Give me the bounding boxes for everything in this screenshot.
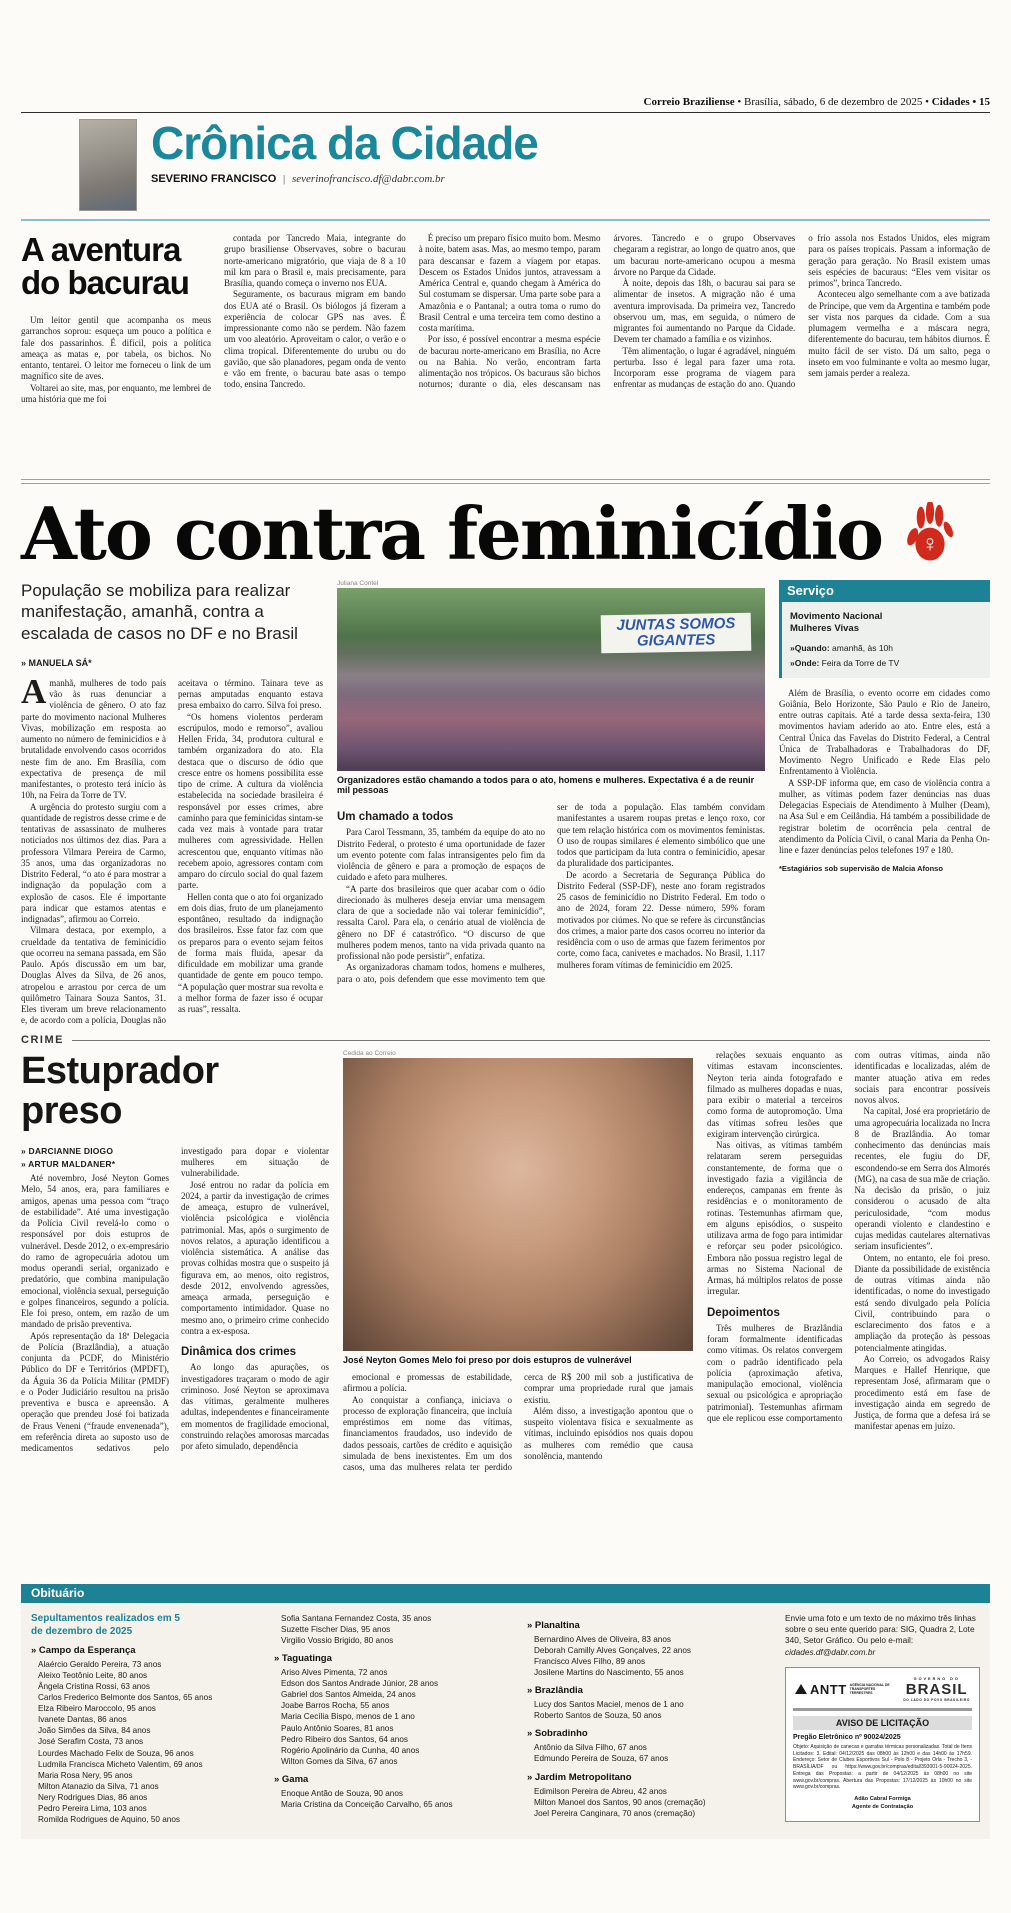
- ad-signer-name: Adão Cabral Formiga: [854, 1796, 911, 1802]
- ad-title: AVISO DE LICITAÇÃO: [793, 1716, 972, 1730]
- obituary-entry: Edmundo Pereira de Souza, 67 anos: [534, 1754, 669, 1764]
- licitacao-ad: [785, 1667, 980, 1822]
- obituary-entry: Ariso Alves Pimenta, 72 anos: [281, 1668, 388, 1678]
- paragraph: José entrou no radar da polícia em 2024, a partir da investigação de crimes de ameaça, estupro de vulnerável, violência psicológica e violência patrimonial. Mas, após o surgimento de novos relatos, a apuração identificou a violência sistemática. A análise das provas colhidas mostra que o suspeito já figurava em, ao menos, oito registros, desde 2012, envolvendo agressões, ameaça armada, perseguição e comportamento intimidador. Quase no mesmo ano, o primeiro crime conhecido contra a ex-esposa.: [181, 1179, 329, 1336]
- feminicidio-left-column: [21, 580, 323, 1028]
- bacurau-first-column: [21, 233, 211, 465]
- obituary-entry: Joel Pereira Canginara, 70 anos (cremação): [534, 1808, 696, 1818]
- obituary-entry: Sofia Santana Fernandez Costa, 35 anos: [281, 1614, 432, 1623]
- paragraph: Hellen conta que o ato foi organizado em dois dias, fruto de um planejamento espontâneo, resultado da indignação dos brasileiros. Esse fator faz com que os preparos para o evento sejam feitos de forma mais fluida, apesar da dificuldade em mobilizar uma grande quantidade de gente em pouco tempo. “A população quer mostrar sua revolta e a melhor forma de fazer isso é ocupar as ruas”, ressalta.: [178, 891, 323, 1014]
- obituary-entry: Ludmila Francisca Micheto Valentim, 69 anos: [38, 1759, 203, 1769]
- feminicidio-body-text: [337, 802, 765, 985]
- paragraph: Seguramente, os bacuraus migram em bando dos EUA até o Brasil. Os biólogos já fizeram a experiência de colocar GPS nas aves. É impressionante como não se perdem. Não fazem um voo aleatório. Aproveitam o calor, o verão e o clima tropical. Diferentemente do urubu ou do gavião, que são planadores, pegam onda de vento e vão em frente, o bacurau bate asas o tempo todo, ensina Tancredo.: [224, 289, 406, 390]
- servico-title: Serviço: [779, 580, 990, 602]
- obituary-section-header: » Planaltina: [527, 1620, 580, 1631]
- paragraph: Nas oitivas, as vítimas também relataram serem perseguidas constantemente, de forma que o investigado fazia a vigilância de endereços, campanas em frente às residências e o monitoramento de rotinas. Testemunhas afirmam que, em alguns episódios, o suspeito utilizava arma de fogo para intimidar e reforçar seu poder psicológico. Embora não possua registro legal de armas no Sistema Nacional de Armas, há múltiplos relatos de posse irregular.: [707, 1140, 843, 1297]
- crime-photo-column: [343, 1050, 693, 1570]
- brasil-wordmark: BRASIL: [905, 1680, 968, 1698]
- standfirst: População se mobiliza para realizar manifestação, amanhã, contra a escalada de casos no DF e no Brasil: [21, 581, 298, 643]
- obituary-notice-text: Envie uma foto e um texto de no máximo três linhas sobre o seu ente querido para: SIG, Quadra 2, Lote 340, Setor Gráfico. Ou pelo e-mail:: [785, 1613, 976, 1646]
- paragraph: “Os homens violentos perderam escrúpulos, modo e remorso”, avaliou Hellen Frida, 34, produtora cultural e também organizadora do ato. Ela destaca que o discurso de ódio que cresce entre os homens possibilita esse tipo de crime. A cultura da violência estabelecida na sociedade brasileira é responsável por esses crimes, abre caminho para que feminicidas sintam-se cada vez mais à vontade para tratar mulheres com agressividade. Hellen acrescentou que, enquanto vítimas não recebem apoio, agressores contam com amparo do círculo social do qual fazem parte.: [178, 711, 323, 891]
- obituary-column-1: [31, 1613, 261, 1825]
- bacurau-headline: A aventura do bacurau: [21, 231, 189, 301]
- obituary-entry: Milton Manoel dos Santos, 90 anos (cremação): [534, 1797, 706, 1807]
- feminicidio-byline: » MANUELA SÁ*: [21, 657, 92, 668]
- obituary-notice-email: cidades.df@dabr.com.br: [785, 1646, 876, 1657]
- red-hand-icon: [902, 502, 958, 566]
- servico-when-label: »Quando:: [790, 642, 830, 653]
- paragraph: Voltarei ao site, mas, por enquanto, me lembrei de uma história que me foi: [21, 382, 211, 404]
- ad-logos-row: [793, 1675, 972, 1706]
- obituary-entry: Maria Cecília Bispo, menos de 1 ano: [281, 1712, 415, 1722]
- feminicidio-right-column: [779, 580, 990, 1028]
- antt-logo: [795, 1682, 890, 1697]
- paragraph: Ao Correio, os advogados Raisy Marques e Hallef Henrique, que representam José, afirmaram que o procedimento está em fase de investigação ainda em segredo de Justiça, de forma que a defesa irá se manifestar apenas em juízo.: [854, 1353, 990, 1432]
- obituary-entry: Ivanete Dantas, 86 anos: [38, 1715, 127, 1725]
- feminicidio-right-text: [779, 688, 990, 857]
- obituary-section-header: » Gama: [274, 1773, 309, 1785]
- antt-wordmark: ANTT: [810, 1681, 847, 1697]
- crime-kicker: CRIME: [21, 1034, 64, 1046]
- female-symbol: ♀: [921, 531, 939, 558]
- obituary-entry: Edimilson Pereira de Abreu, 42 anos: [534, 1786, 667, 1796]
- obituary-section-header: » Campo da Esperança: [31, 1645, 136, 1656]
- feminicidio-lead-text: [21, 671, 323, 1027]
- byline: » ARTUR MALDANER*: [21, 1159, 116, 1170]
- paragraph: Um leitor gentil que acompanha os meus garranchos soprou: esqueça um pouco a política e fale dos passarinhos. É difícil, pois a política ameaça as matas e, por tabela, os bichos. No entanto, tentarei. O leitor me forneceu o link de um magnífico site de aves.: [21, 315, 211, 382]
- governo-brasil-logo: [903, 1677, 970, 1702]
- obituary-entry: Bernardino Alves de Oliveira, 83 anos: [534, 1635, 671, 1644]
- obituary-entry: Pedro Ribeiro dos Santos, 64 anos: [281, 1734, 408, 1744]
- paragraph: A SSP-DF informa que, em caso de violência contra a mulher, as vítimas podem fazer denúncias nas duas Delegacias Especiais de Atendimento à Mulher (Deam), na Asa Sul e em Ceilândia. Há também a possibilidade de registrar boletim de ocorrência pela central de atendimento da Polícia Civil, o canal Maria da Penha On-line e fazer denúncias pelos telefones 197 e 180.: [779, 777, 990, 856]
- intern-footnote: *Estagiários sob supervisão de Malcia Afonso: [779, 864, 943, 874]
- protest-photo: [337, 588, 765, 771]
- brasil-slogan: DO LADO DO POVO BRASILEIRO: [903, 1697, 970, 1702]
- paragraph: É preciso um preparo físico muito bom. Mesmo à noite, batem asas. Mas, ao mesmo tempo, param para descansar e fazem a viagem por etapas. Descem os Estados Unidos juntos, atravessam a América Central e, quando chegam à América do Sul costumam se dispersar. Uma parte sobe para a Amazônia e o Pantanal; a outra toma o rumo do Brasil Central e uma terceira tem como destino a costa marítima.: [418, 233, 601, 333]
- paragraph: Para Carol Tessmann, 35, também da equipe do ato no Distrito Federal, o protesto é uma oportunidade de fazer um evento potente com falas intransigentes pelo fim da violência de gênero e para a promoção de espaços de cuidado e afeto para mulheres.: [337, 827, 545, 883]
- obituary-entry: Wilton Gomes da Silva, 67 anos: [281, 1756, 398, 1766]
- obituary-entry: Edson dos Santos Andrade Júnior, 28 anos: [281, 1679, 439, 1689]
- paragraph: emocional e promessas de estabilidade, afirmou a polícia.: [343, 1372, 512, 1394]
- double-rule: [21, 479, 990, 484]
- paragraph: “A parte dos brasileiros que quer acabar com o ódio direcionado às mulheres deseja enviar uma mensagem clara de que a sociedade não vai tolerar feminicídio”, ressalta Carol. Para ela, o cenário atual de violência de gênero no DF é catastrófico. “O discurso de que mulheres podem menos, tanto na vida privada quanto na profissional não pode persistir”, enfatiza.: [337, 883, 545, 962]
- obituary-section-header: » Jardim Metropolitano: [527, 1771, 632, 1783]
- paragraph: Ontem, no entanto, ele foi preso. Diante da possibilidade de existência de outras vítimas ainda não identificadas, o nome do investigado está sendo divulgado pela Polícia Civil, contribuindo para o esclarecimento dos fatos e a ampliação da proteção às pessoas potencialmente atingidas.: [854, 1252, 990, 1353]
- paragraph: À noite, depois das 18h, o bacurau sai para se alimentar de insetos. A migração não é uma aventura improvisada. Da primeira vez, Tancredo observou um, mas, em seguida, o número de migrantes foi aumentando no Parque da Cidade. Devem ter chamado a família e os vizinhos.: [613, 278, 796, 345]
- obituary-entry: Maria Cristina da Conceição Carvalho, 65 anos: [281, 1799, 453, 1809]
- obituary-entry: Roberto Santos de Souza, 50 anos: [534, 1711, 662, 1721]
- cronica-header: [21, 113, 990, 215]
- crime-headline: Estuprador preso: [21, 1050, 219, 1132]
- paragraph: Além de Brasília, o evento ocorre em cidades como Goiânia, Belo Horizonte, São Paulo e Rio de Janeiro, entre outras capitais. Até a tarde dessa sexta-feira, 130 movimentos haviam aderido ao ato. Entre eles, está a Central Única das Favelas do Distrito Federal, a Central Única de Trabalhadoras e Trabalhadoras do DF, Movimento Negro Unificado e Rede Elas pelo Enfrentamento à Violência.: [779, 687, 990, 777]
- bacurau-intro-text: [21, 315, 211, 405]
- ad-signature: [793, 1796, 972, 1812]
- obituary-section: [21, 1584, 990, 1839]
- servico-body: [779, 602, 990, 678]
- obituary-header: Obituário: [21, 1584, 990, 1603]
- crime-columns: [21, 1050, 990, 1570]
- obituary-column-2: [274, 1613, 514, 1825]
- columnist-name: SEVERINO FRANCISCO: [151, 173, 277, 186]
- crime-left-column: [21, 1050, 329, 1570]
- subheading: Um chamado a todos: [337, 811, 454, 823]
- paragraph: Na capital, José era proprietário de uma agropecuária localizada no Incra 8 de Brazlândia. Ao tomar conhecimento das denúncias mais recentes, ele fugiu do DF, escondendo-se em Serra dos Almorés (MG), na casa de sua mãe de criação. Na decisão da prisão, o juiz considerou o acusado de alta periculosidade, “com modus operandi violento e clandestino e cujas medidas cautelares alternativas seriam insuficientes”.: [854, 1106, 990, 1252]
- obituary-section-header: » Sobradinho: [527, 1728, 588, 1740]
- ad-subtitle: Pregão Eletrônico nº 90024/2025: [793, 1733, 901, 1741]
- paragraph: Ao conquistar a confiança, iniciava o processo de exploração financeira, que incluía empréstimos em nome das vítimas, financiamentos fraudados, uso indevido de dados pessoais, cartões de crédito e aquisição simulada de bens inexistentes. Em um dos casos, uma das mulheres relata ter perdido cerca de R$ 200 mil sob a justificativa de comprar uma propriedade rural que jamais existiu.: [343, 1372, 693, 1472]
- obituary-entry: Romilda Rodrigues de Aquino, 50 anos: [38, 1814, 181, 1824]
- paragraph: Além disso, a investigação apontou que o suspeito violentava física e sexualmente as vítimas, incluindo episódios nos quais dopou as mulheres com remédio que causa sonolência, mantendo: [524, 1405, 693, 1461]
- obituary-notice: [785, 1613, 980, 1658]
- servico-box: [779, 580, 990, 678]
- obituary-entry: José Serafim Costa, 73 anos: [38, 1737, 144, 1747]
- servico-when: [790, 643, 982, 653]
- crime-left-text: [21, 1146, 329, 1455]
- obituary-list-2: [274, 1613, 514, 1810]
- servico-event-name: Movimento Nacional Mulheres Vivas: [790, 611, 883, 635]
- lead-paragraph: Amanhã, mulheres de todo país vão às ruas denunciar a violência de gênero. O ato faz parte do movimento nacional Mulheres Vivas, mobilização em resposta ao aumento no número de feminicídios e à brutalidade envolvendo casos ocorridos neste fim de ano. Em Brasília, com expectativa de presença de mil manifestantes, o protesto terá início às 10h, na Feira da Torre de TV.: [21, 671, 166, 801]
- paragraph: Três mulheres de Brazlândia foram formalmente identificadas como vítimas. Os relatos convergem com o padrão identificado pela polícia (aproximação afetiva, manipulação emocional, violência sexual ou psicológica e apropriação patrimonial). Testemunhas afirmam que ele replicou esse comportamento com outras vítimas, ainda não identificadas e localizadas, além de manter atuação ativa em redes sociais para encontrar possíveis novos alvos.: [707, 1050, 990, 1423]
- subheading: Depoimentos: [707, 1306, 780, 1319]
- article-crime: [21, 1034, 990, 1570]
- obituary-entry: Deborah Camilly Alves Gonçalves, 22 anos: [534, 1646, 692, 1656]
- servico-where-label: »Onde:: [790, 657, 820, 668]
- obituary-column-3: [527, 1613, 772, 1825]
- cronica-byline: [151, 173, 538, 185]
- obituary-entry: Maria Rosa Nery, 95 anos: [38, 1770, 133, 1780]
- columnist-email: severinofrancisco.df@dabr.com.br: [292, 173, 445, 186]
- obituary-panel: [21, 1603, 990, 1839]
- servico-where-value: Feira da Torre de TV: [821, 657, 900, 668]
- obituary-entry: Gabriel dos Santos Almeida, 24 anos: [281, 1690, 416, 1700]
- obituary-subtitle: Sepultamentos realizados em 5 de dezembro de 2025: [31, 1613, 180, 1637]
- antt-triangle-icon: [795, 1684, 807, 1694]
- paragraph: De acordo a Secretaria de Segurança Pública do Distrito Federal (SSP-DF), neste ano foram registrados 25 casos de feminicídio no Distrito Federal. Em todo o ano de 2024, foram 22. Desse número, 59% foram motivados por ciúmes. No que se refere às circunstâncias dos crimes, a maior parte dos casos ocorreu no interior da residência com o uso de armas que fazem ferimentos por corte, como faca, canivetes e machados. No Brasil, 1.117 mulheres foram vítimas de feminicídio em 2025.: [557, 869, 765, 970]
- paragraph: relações sexuais enquanto as vítimas estavam inconscientes. Neyton teria ainda fotografado e filmado as mulheres dopadas e nuas, para exibir o material a terceiros como forma de autopromoção. Uma das vítimas sofreu lesões que exigiram intervenção cirúrgica.: [707, 1050, 843, 1139]
- obituary-entry: Francisco Alves Filho, 89 anos: [534, 1657, 646, 1667]
- kicker-rule: [72, 1040, 990, 1041]
- obituary-entry: Milton Atanazio da Silva, 71 anos: [38, 1781, 159, 1791]
- obituary-entry: Aleixo Teotônio Leite, 80 anos: [38, 1671, 148, 1681]
- obituary-entry: Antônio da Silva Filho, 67 anos: [534, 1743, 647, 1753]
- servico-where: [790, 658, 982, 668]
- paragraph: Até novembro, José Neyton Gomes Melo, 54 anos, era, para familiares e amigos, apenas uma pessoa com “traço de estabilidade”. Até uma investigação da Polícia Civil revelá-lo como o responsável por dois estupros de vulnerável. Desde 2012, o ex-empresário do ramo de agropecuária adotou um modus operandi serial, organizado e predatório, que combina manipulação emocional, violência sexual, perseguição e golpes financeiros, segundo a polícia. Ele foi preso, ontem, em razão de um mandado de prisão preventiva.: [21, 1173, 169, 1330]
- obituary-entry: Virgilio Vossio Brigido, 80 anos: [281, 1636, 394, 1646]
- obituary-entry: Alaércio Geraldo Pereira, 73 anos: [38, 1660, 162, 1669]
- obituary-entry: Pedro Pereira Lima, 103 anos: [38, 1803, 147, 1813]
- ad-divider: [793, 1708, 972, 1711]
- masthead-date: • Brasília, sábado, 6 de dezembro de 2025 •: [737, 96, 929, 108]
- masthead: [21, 96, 990, 112]
- ad-body-text: Objeto: Aquisição de canecas e garrafas térmicas personalizadas. Total de Itens Licitados: 3. Edital: 04/12/2025 das 08h00 às 12h00 e das 14h00 às 17h59. Endereço: Setor de Clubes Esportivos Sul - Polo 8 - Projeto Orla - Trecho 3, - BRASÍLIA/DF ou https://www.gov.br/compras/edital/393001-5-90024-2025. Entrega das Propostas: a partir de 04/12/2025 às 08h00 no site www.gov.br/compras. Abertura das Propostas: 17/12/2025 às 10h00 no site www.gov.br/compras.: [793, 1743, 972, 1791]
- obituary-column-4: [785, 1613, 980, 1825]
- obituary-entry: Lucy dos Santos Maciel, menos de 1 ano: [534, 1700, 684, 1710]
- obituary-entry: Carlos Frederico Belmonte dos Santos, 65 anos: [38, 1693, 213, 1703]
- obituary-section-header: » Taguatinga: [274, 1653, 332, 1665]
- obituary-section-header: » Brazlândia: [527, 1685, 583, 1697]
- paragraph: As organizadoras chamam todos, homens e mulheres, para o ato, pois defendem que esse movimento tem que ser de toda a população. Elas também convidam manifestantes a usarem roupas pretas e lenço roxo, cor que tem relação histórica com os movimentos feministas. O uso de roupas similares é elemento simbólico que une todos que participam da luta contra o feminicídio, apesar da pluralidade dos participantes.: [337, 802, 765, 984]
- antt-agency-name: AGÊNCIA NACIONAL DE TRANSPORTES TERRESTRES: [849, 1682, 890, 1696]
- ad-signer-role: Agente de Contratação: [851, 1803, 914, 1810]
- paragraph: Por isso, é possível encontrar a mesma espécie de bacurau norte-americano em Brasília, no Acre ou na Bahia. No verão, encontram farta alimentação nos trópicos. Os bacuraus são bichos noturnos; durante o dia, eles descansam nas árvores. Tancredo e o grupo Observaves chegaram a registrar, ao longo de quatro anos, que um bacurau norte-americano ocupou a mesma árvore no Parque da Cidade.: [418, 233, 796, 390]
- feminicidio-columns: [21, 580, 990, 1028]
- obituary-entry: Suzette Fischer Dias, 95 anos: [281, 1625, 391, 1635]
- obituary-list-1: [31, 1645, 261, 1825]
- paragraph: Vilmara destaca, por exemplo, a crueldade da tentativa de feminicídio que ocorreu na semana passada, em São Paulo. Após discussão em um bar, Douglas Alves da Silva, de 26 anos, atropelou e arrastou por cerca de um quilômetro Tainara Souza Santos, 31. Eles tiveram um breve relacionamento e, de acordo com a polícia, Douglas não aceitava o término. Tainara teve as pernas amputadas enquanto estava presa embaixo do carro. Silva foi preso.: [21, 677, 323, 1026]
- obituary-entry: Nery Rodrigues Dias, 86 anos: [38, 1792, 148, 1802]
- masthead-brand: Correio Braziliense: [643, 96, 735, 108]
- bacurau-body-text: [224, 233, 990, 465]
- mugshot-photo: [343, 1058, 693, 1351]
- feminicidio-headline-row: [21, 491, 990, 580]
- feminicidio-photo-column: [337, 580, 765, 1028]
- paragraph: A urgência do protesto surgiu com a quantidade de registros desse crime e de tentativas de assassinato de mulheres noticiados nos últimos dez dias. Para a professora Vilmara Pereira de Carmo, 35 anos, uma das organizadoras no Distrito Federal, “o ato é para mostrar a indignação da população com a explosão de casos. Ele é importante para indicar que estamos atentas e indignadas”, afirmou ao Correio.: [21, 801, 166, 924]
- crime-kicker-row: [21, 1034, 990, 1046]
- paragraph: Após representação da 18ª Delegacia de Polícia (Brazlândia), a atuação conjunta da PCDF, do Ministério Público do DF e Territórios (MPDFT), da Águia 36 da Polícia Militar (PMDF) e o Poder Judiciário resultou na prisão preventiva e busca e apreensão. A operação que prendeu José foi batizada de Fraus Veneni (“fraude envenenada”), em referência direta ao suposto uso de medicamentos sedativos pelo investigado para dopar e violentar mulheres em situação de vulnerabilidade.: [21, 1145, 329, 1454]
- paragraph: Têm alimentação, o lugar é agradável, ninguém perturba. Isso é legal para fazer uma rota. Incorporam esse programa de viagem para enfrentar as mudanças de estação do ano. Quando o frio assola nos Estados Unidos, eles migram para os países tropicais. Passam a informação de geração para geração. No Brasil existem umas seis espécies de bacuraus: “Eles vem visitar os primos”, brinca Tancredo.: [613, 233, 990, 390]
- paragraph: Ao longo das apurações, os investigadores traçaram o modo de agir criminoso. José Neyton se aproximava das vítimas, geralmente mulheres adultas, independentes e financeiramente em momentos de fragilidade emocional, construindo relações amorosas marcadas por afeto simulado, dependência: [181, 1362, 329, 1452]
- crime-right-text: [707, 1050, 990, 1570]
- obituary-entry: Joabe Barros Rocha, 55 anos: [281, 1701, 390, 1711]
- obituary-entry: Ângela Cristina Rossi, 63 anos: [38, 1682, 150, 1692]
- paragraph: Aconteceu algo semelhante com a ave batizada de Príncipe, que vem da Argentina e também pode ser vista nos parques da cidade. Com a sua plumagem vermelha e a máscara negra, diferentemente do bacurau, tem hábitos diurnos. É muito fácil de ser visto. Dá um salto, pega o inseto em voo fulminante e volta ao mesmo lugar, sem jamais perder a realeza.: [808, 289, 990, 378]
- byline-separator: |: [283, 173, 286, 186]
- masthead-section-page: Cidades • 15: [931, 96, 990, 108]
- obituary-entry: Enoque Antão de Souza, 90 anos: [281, 1788, 404, 1798]
- mugshot-credit: Cedida ao Correio: [343, 1050, 396, 1057]
- columnist-photo: [79, 119, 137, 211]
- obituary-entry: João Simões da Silva, 84 anos: [38, 1726, 151, 1736]
- subheading: Dinâmica dos crimes: [181, 1346, 297, 1359]
- obituary-entry: Lourdes Machado Felix de Souza, 96 anos: [38, 1748, 194, 1758]
- cronica-title: Crônica da Cidade: [151, 117, 538, 169]
- governo-do-label: GOVERNO DO: [913, 1676, 960, 1681]
- servico-when-value: amanhã, às 10h: [832, 642, 894, 653]
- photo-credit: Juliana Contel: [337, 580, 379, 587]
- protest-banner-text: JUNTAS SOMOS GIGANTES: [601, 613, 752, 653]
- obituary-list-3: [527, 1620, 772, 1819]
- protest-photo-caption: Organizadores estão chamando a todos para o ato, homens e mulheres. Expectativa é a de reunir mil pessoas: [337, 775, 755, 795]
- crime-underphoto-text: [343, 1372, 693, 1473]
- article-feminicidio: [21, 491, 990, 1028]
- mugshot-caption: José Neyton Gomes Melo foi preso por dois estupros de vulnerável: [343, 1355, 632, 1365]
- article-bacurau: [21, 221, 990, 471]
- obituary-entry: Rogério Apolinário da Cunha, 40 anos: [281, 1745, 420, 1755]
- feminicidio-headline: Ato contra feminicídio: [21, 491, 882, 576]
- byline: » DARCIANNE DIOGO: [21, 1145, 114, 1156]
- obituary-entry: Elza Ribeiro Maroccolo, 95 anos: [38, 1704, 156, 1714]
- paragraph: contada por Tancredo Maia, integrante do grupo brasiliense Observaves, sobre o bacurau norte-americano migratório, que viaja de 8 a 10 mil km para o Brasil e, mais precisamente, para Brasília, quando começa o inverno nos EUA.: [224, 233, 406, 288]
- obituary-entry: Josilene Martins do Nascimento, 55 anos: [534, 1668, 684, 1678]
- obituary-entry: Paulo Antônio Soares, 81 anos: [281, 1723, 394, 1733]
- cronica-title-block: [151, 119, 538, 185]
